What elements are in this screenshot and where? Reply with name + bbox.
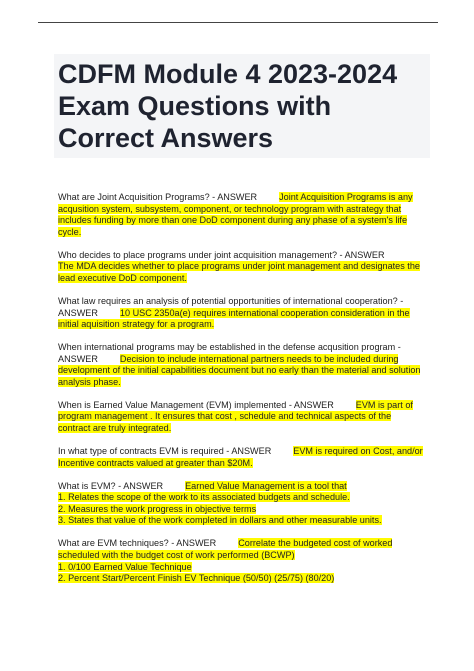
answer-text: Decision to include international partners needs to be included during development of the initial capabilities document but no early than the material and solution analysis phase. xyxy=(58,353,421,387)
question-text: What is EVM? - ANSWER xyxy=(58,480,164,491)
answer-text: The MDA decides whether to place programs under joint management and designates the lead executive DoD component. xyxy=(58,261,420,283)
answer-line: 2. Measures the work progress in objective terms xyxy=(58,503,257,514)
question-text: When is Earned Value Management (EVM) implemented - ANSWER xyxy=(58,399,334,410)
qa-item xyxy=(58,446,423,469)
document-title: CDFM Module 4 2023-2024 Exam Questions with Correct Answers xyxy=(58,59,398,153)
question-text: Who decides to place programs under joint acquisition management? - ANSWER xyxy=(58,249,385,260)
question-text: What are EVM techniques? - ANSWER xyxy=(58,538,217,549)
answer-line: 1. Relates the scope of the work to its associated budgets and schedule. xyxy=(58,492,350,503)
answer-text: EVM is required on Cost, and/or Incentive contracts valued at greater than $20M. xyxy=(58,446,423,468)
question-text: In what type of contracts EVM is required - ANSWER xyxy=(58,446,272,457)
qa-item xyxy=(58,296,423,331)
qa-item xyxy=(58,342,423,388)
answer-line: 2. Percent Start/Percent Finish EV Technique (50/50) (25/75) (80/20) xyxy=(58,573,335,584)
qa-item xyxy=(58,400,423,435)
answer-text: 10 USC 2350a(e) requires international cooperation consideration in the initial aquisition strategy for a program. xyxy=(58,307,410,330)
answer-line: 1. 0/100 Earned Value Technique xyxy=(58,561,192,572)
question-text: When international programs may be established in the defense acqusition program - ANSWER xyxy=(58,342,401,364)
answer-text: Correlate the budgeted cost of worked scheduled with the budget cost of work performed (BCWP) xyxy=(58,538,393,560)
qa-item xyxy=(58,192,423,238)
top-divider xyxy=(38,22,438,23)
answer-text: EVM is part of program management . It ensures that cost , schedule and technical aspects of the contract are truly integrated. xyxy=(58,399,413,434)
qa-list xyxy=(58,192,423,596)
qa-item xyxy=(58,250,423,285)
answer-line: 3. States that value of the work completed in dollars and other measurable units. xyxy=(58,515,382,526)
answer-text: Earned Value Management is a tool that xyxy=(185,480,347,491)
question-text: What law requires an analysis of potential opportunities of international cooperation? - ANSWER xyxy=(58,295,404,318)
qa-item xyxy=(58,538,423,584)
question-text: What are Joint Acquisition Programs? - ANSWER xyxy=(58,192,258,202)
answer-text: Joint Acquisition Programs is any acqusition system, subsystem, component, or technology program with astrategy that includes funding by more than one DoD component during any phase of a system's life cycle. xyxy=(58,192,413,237)
qa-item xyxy=(58,481,423,527)
